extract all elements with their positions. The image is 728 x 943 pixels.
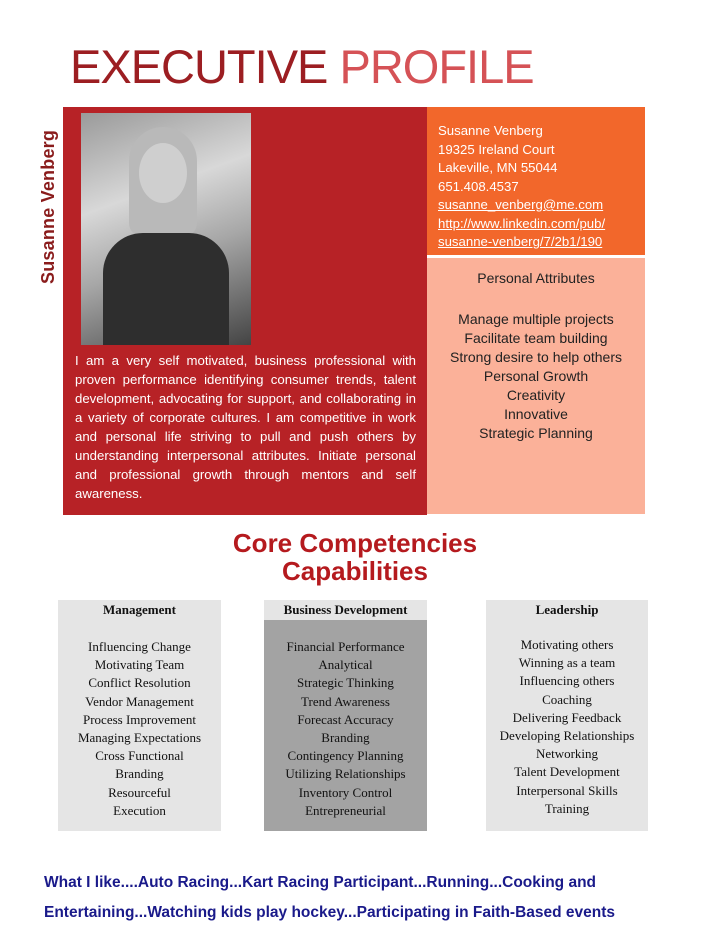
competency-item: Strategic Thinking xyxy=(297,675,394,691)
profile-photo xyxy=(81,113,251,345)
competency-item: Entrepreneurial xyxy=(305,802,386,818)
competency-item: Influencing others xyxy=(519,673,615,689)
title-executive: EXECUTIVE xyxy=(70,40,328,93)
competency-item: Managing Expectations xyxy=(77,730,202,746)
competency-item: Execution xyxy=(113,802,166,818)
business-development-column xyxy=(264,600,427,831)
attribute-item: Personal Growth xyxy=(483,368,589,384)
column-heading: Business Development xyxy=(264,600,427,620)
competency-item: Talent Development xyxy=(514,764,620,780)
competency-item: Process Improvement xyxy=(82,711,196,727)
competency-item: Cross Functional xyxy=(95,748,184,764)
attribute-item: Strategic Planning xyxy=(479,425,593,441)
column-heading: Leadership xyxy=(535,602,599,617)
attribute-item: Manage multiple projects xyxy=(458,311,614,327)
competency-item: Financial Performance xyxy=(286,639,405,654)
interests-line2: Entertaining...Watching kids play hockey...Participating in Faith-Based events xyxy=(44,904,616,921)
email-link[interactable]: susanne_venberg@me.com xyxy=(438,197,604,212)
contact-info xyxy=(438,122,605,252)
competency-item: Vendor Management xyxy=(85,693,194,709)
side-name: Susanne Venberg xyxy=(38,129,58,284)
contact-phone: 651.408.4537 xyxy=(438,178,519,194)
competency-item: Coaching xyxy=(542,691,592,707)
competency-item: Influencing Change xyxy=(88,639,191,654)
bio-text: I am a very self motivated, business professional with proven performance identifying consumer trends, talent development, advocating for support, and collaborating in a variety of corporate cultures. I am competitive in work and personal life striving to pull and push others by understanding interpersonal attributes. Initiate personal and professional growth through mentors and self awareness. xyxy=(75,353,416,501)
competency-item: Motivating Team xyxy=(94,657,185,673)
contact-street: 19325 Ireland Court xyxy=(438,141,555,157)
competency-item: Inventory Control xyxy=(298,784,393,800)
attribute-item: Facilitate team building xyxy=(464,330,608,346)
linkedin-link-line2[interactable]: susanne-venberg/7/2b1/190 xyxy=(438,234,603,249)
page-title xyxy=(70,40,534,94)
competency-item: Networking xyxy=(535,746,599,762)
attribute-item: Strong desire to help others xyxy=(450,349,622,365)
management-column xyxy=(58,600,221,831)
leadership-column xyxy=(486,600,648,831)
competency-item: Utilizing Relationships xyxy=(285,766,406,782)
attributes-title: Personal Attributes xyxy=(477,270,595,286)
competency-item: Forecast Accuracy xyxy=(297,711,394,727)
interests-line1: What I like....Auto Racing...Kart Racing Participant...Running...Cooking and xyxy=(44,874,597,891)
contact-city: Lakeville, MN 55044 xyxy=(438,160,558,175)
linkedin-link-line1[interactable]: http://www.linkedin.com/pub/ xyxy=(438,215,606,231)
core-line2: Capabilities xyxy=(282,556,428,586)
competency-item: Motivating others xyxy=(520,637,614,652)
competency-item: Resourceful xyxy=(108,784,171,800)
attributes-list xyxy=(427,310,645,443)
interests-text xyxy=(44,868,684,928)
column-heading: Management xyxy=(103,602,176,617)
title-profile: PROFILE xyxy=(339,40,534,93)
competency-item: Contingency Planning xyxy=(287,748,404,764)
competency-item: Delivering Feedback xyxy=(512,709,622,725)
competency-item: Analytical xyxy=(318,657,373,673)
competency-item: Developing Relationships xyxy=(499,728,635,744)
contact-name: Susanne Venberg xyxy=(438,123,543,138)
attribute-item: Innovative xyxy=(504,406,568,422)
competency-item: Trend Awareness xyxy=(301,693,390,709)
competency-item: Winning as a team xyxy=(518,655,616,671)
competency-item: Conflict Resolution xyxy=(88,675,191,691)
competency-item: Branding xyxy=(321,730,370,746)
competency-item: Interpersonal Skills xyxy=(516,782,618,798)
competency-item: Branding xyxy=(115,766,164,782)
attribute-item: Creativity xyxy=(506,387,566,403)
core-competencies-heading xyxy=(200,529,510,585)
core-line1: Core Competencies xyxy=(232,528,478,558)
competency-item: Training xyxy=(544,800,590,816)
